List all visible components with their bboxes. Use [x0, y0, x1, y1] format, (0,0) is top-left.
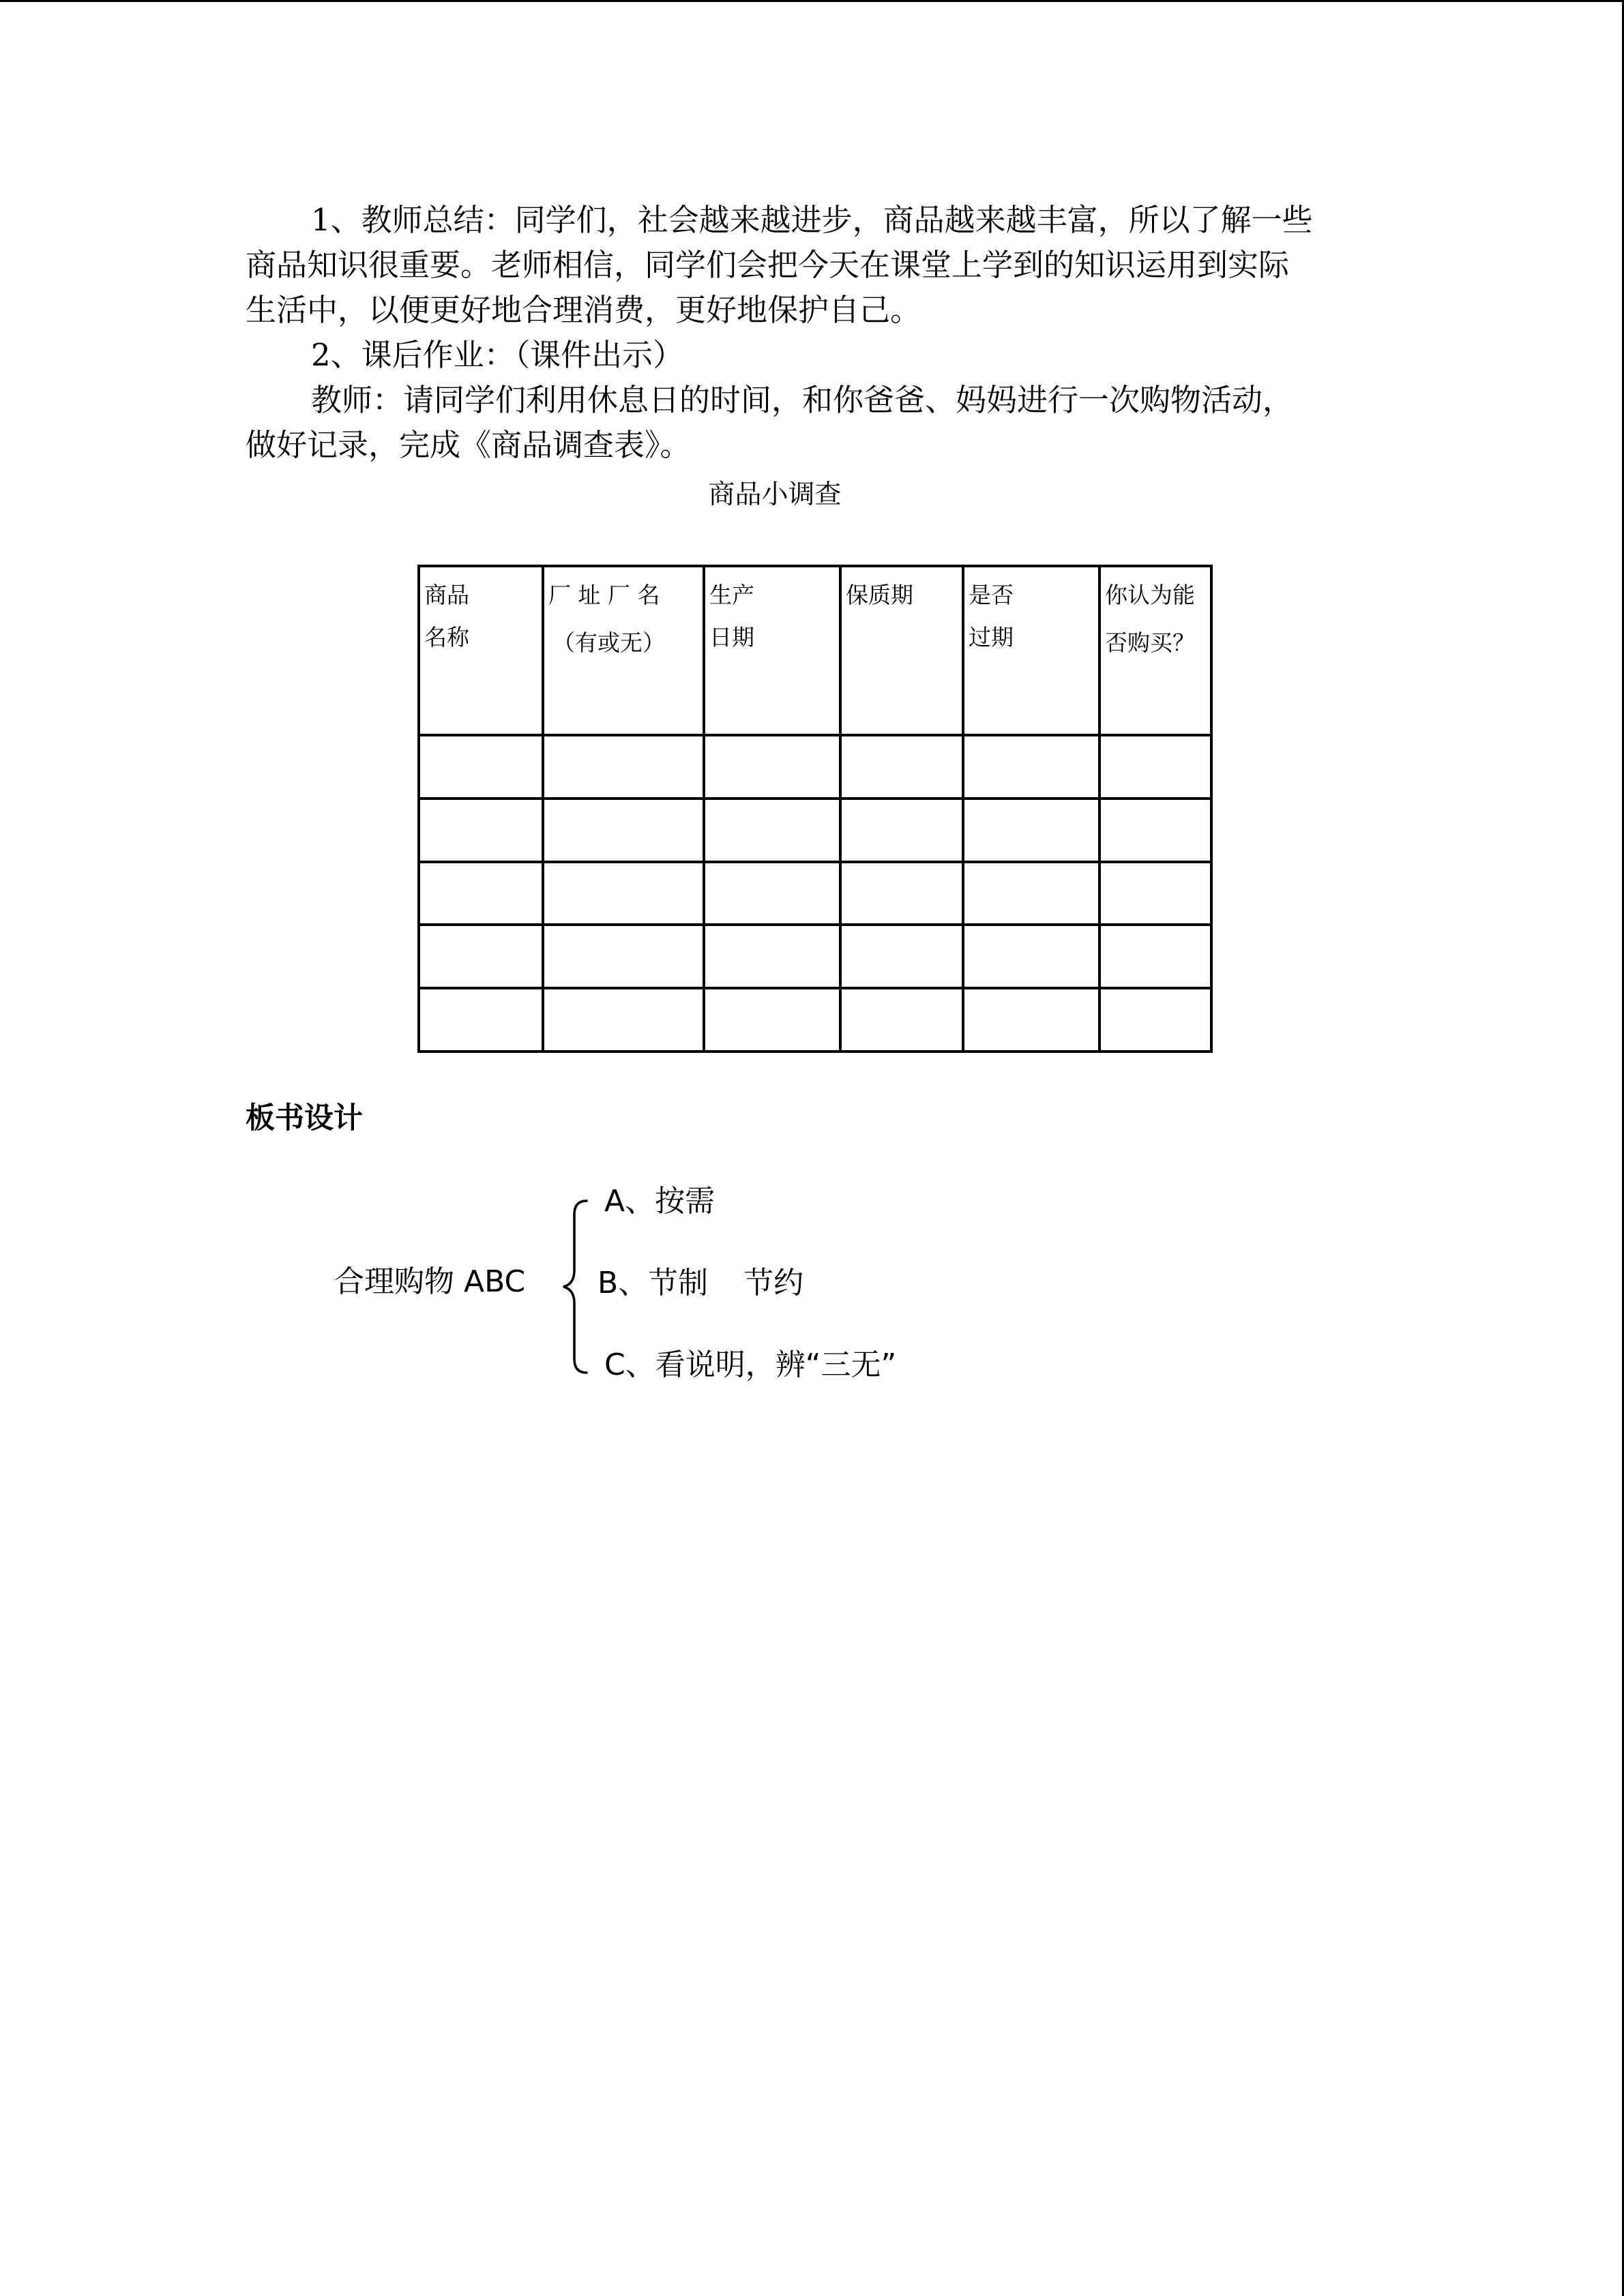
table-cell[interactable] [840, 862, 963, 925]
table-cell[interactable] [1099, 735, 1211, 799]
summary-line-1: 1、教师总结：同学们，社会越来越进步，商品越来越丰富，所以了解一些 [311, 202, 1313, 238]
table-cell[interactable] [543, 925, 704, 988]
curly-brace-icon [561, 1198, 591, 1375]
summary-line-2: 商品知识很重要。老师相信，同学们会把今天在课堂上学到的知识运用到实际 [246, 247, 1290, 283]
table-cell[interactable] [1099, 799, 1211, 862]
table-cell[interactable] [963, 799, 1099, 862]
table-cell[interactable] [419, 988, 543, 1052]
table-row [419, 925, 1211, 988]
table-cell[interactable] [840, 925, 963, 988]
table-cell[interactable] [419, 799, 543, 862]
table-cell[interactable] [840, 799, 963, 862]
table-cell[interactable] [419, 735, 543, 799]
table-cell[interactable] [704, 862, 840, 925]
table-cell[interactable] [1099, 925, 1211, 988]
table-cell[interactable] [840, 735, 963, 799]
table-row [419, 862, 1211, 925]
table-cell[interactable] [1099, 862, 1211, 925]
table-cell[interactable] [543, 799, 704, 862]
table-cell[interactable] [704, 925, 840, 988]
table-row [419, 799, 1211, 862]
homework-line-1: 教师：请同学们利用休息日的时间，和你爸爸、妈妈进行一次购物活动， [311, 382, 1294, 418]
table-cell[interactable] [419, 925, 543, 988]
table-cell[interactable] [704, 735, 840, 799]
survey-table [417, 565, 1213, 1053]
header-can-buy: 你认为能 否购买？ [1099, 566, 1211, 735]
table-cell[interactable] [419, 862, 543, 925]
board-branch-c: C、看说明，辨“三无” [604, 1347, 897, 1382]
table-cell[interactable] [963, 862, 1099, 925]
header-expired: 是否 过期 [963, 566, 1099, 735]
header-product-name: 商品 名称 [419, 566, 543, 735]
board-branch-b-label: B、节制 [597, 1266, 709, 1300]
table-cell[interactable] [1099, 988, 1211, 1052]
board-design-heading: 板书设计 [246, 1101, 363, 1135]
table-row [419, 735, 1211, 799]
page-border-top [0, 0, 1624, 2]
header-production-date: 生产 日期 [704, 566, 840, 735]
table-row [419, 988, 1211, 1052]
board-root-label: 合理购物 ABC [334, 1264, 526, 1299]
summary-line-3: 生活中，以便更好地合理消费，更好地保护自己。 [246, 292, 921, 328]
board-branch-a: A、按需 [604, 1184, 715, 1219]
table-header-row [419, 566, 1211, 735]
board-branch-b-extra: 节约 [743, 1266, 804, 1300]
table-cell[interactable] [704, 799, 840, 862]
table-cell[interactable] [840, 988, 963, 1052]
table-cell[interactable] [963, 988, 1099, 1052]
header-factory: 厂 址 厂 名 （有或无） [543, 566, 704, 735]
homework-line-2: 做好记录，完成《商品调查表》。 [246, 427, 691, 463]
header-shelf-life: 保质期 [840, 566, 963, 735]
survey-title: 商品小调查 [708, 479, 842, 510]
table-cell[interactable] [543, 862, 704, 925]
homework-heading: 2、课后作业：（课件出示） [311, 337, 684, 373]
table-cell[interactable] [704, 988, 840, 1052]
table-cell[interactable] [543, 735, 704, 799]
table-cell[interactable] [963, 925, 1099, 988]
table-cell[interactable] [963, 735, 1099, 799]
table-cell[interactable] [543, 988, 704, 1052]
board-branch-b [597, 1262, 803, 1305]
